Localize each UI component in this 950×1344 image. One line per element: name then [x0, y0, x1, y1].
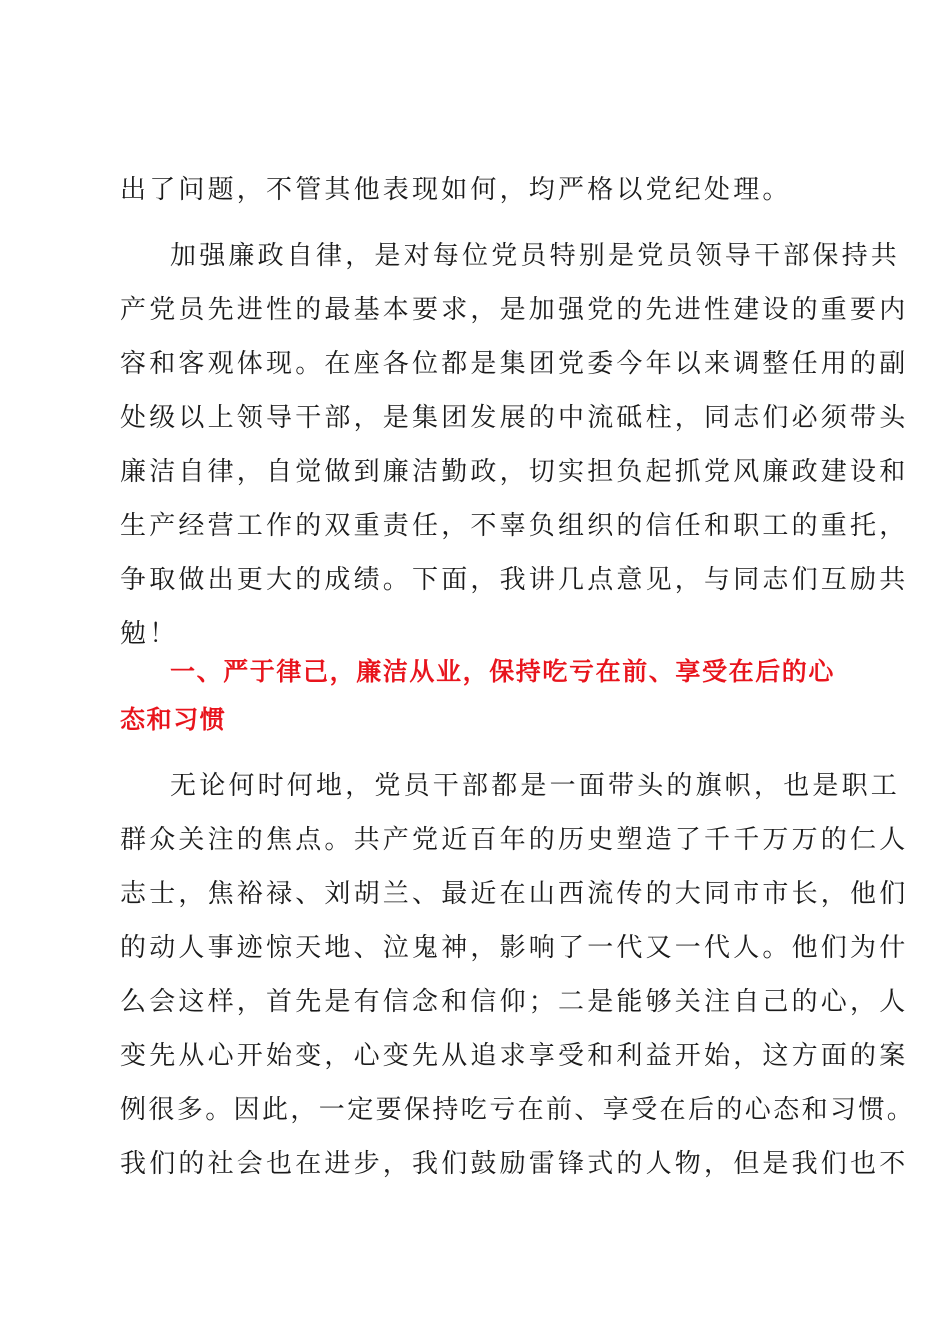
- paragraph-3-line: 例很多。因此，一定要保持吃亏在前、享受在后的心态和习惯。: [120, 1095, 916, 1125]
- paragraph-2-line: 加强廉政自律，是对每位党员特别是党员领导干部保持共: [170, 241, 901, 271]
- paragraph-3-line: 我们的社会也在进步，我们鼓励雷锋式的人物，但是我们也不: [120, 1149, 909, 1179]
- paragraph-3-line: 么会这样，首先是有信念和信仰；二是能够关注自己的心，人: [120, 987, 909, 1017]
- paragraph-3-line: 的动人事迹惊天地、泣鬼神，影响了一代又一代人。他们为什: [120, 933, 909, 963]
- paragraph-2-line: 处级以上领导干部，是集团发展的中流砥柱，同志们必须带头: [120, 403, 909, 433]
- paragraph-3-line: 无论何时何地，党员干部都是一面带头的旗帜，也是职工: [170, 771, 901, 801]
- paragraph-1-line: 出了问题，不管其他表现如何，均严格以党纪处理。: [120, 175, 792, 205]
- paragraph-2-line: 产党员先进性的最基本要求，是加强党的先进性建设的重要内: [120, 295, 909, 325]
- paragraph-2-line: 生产经营工作的双重责任，不辜负组织的信任和职工的重托，: [120, 511, 909, 541]
- paragraph-3-line: 群众关注的焦点。共产党近百年的历史塑造了千千万万的仁人: [120, 825, 909, 855]
- paragraph-3-line: 变先从心开始变，心变先从追求享受和利益开始，这方面的案: [120, 1041, 909, 1071]
- paragraph-2-line: 争取做出更大的成绩。下面，我讲几点意见，与同志们互励共: [120, 565, 909, 595]
- paragraph-3-line: 志士，焦裕禄、刘胡兰、最近在山西流传的大同市市长，他们: [120, 879, 909, 909]
- paragraph-2-line: 廉洁自律，自觉做到廉洁勤政，切实担负起抓党风廉政建设和: [120, 457, 909, 487]
- paragraph-2-line: 容和客观体现。在座各位都是集团党委今年以来调整任用的副: [120, 349, 909, 379]
- section-heading-line: 一、严于律己，廉洁从业，保持吃亏在前、享受在后的心: [170, 657, 836, 686]
- paragraph-2-line: 勉！: [120, 619, 179, 649]
- section-heading-line: 态和习惯: [120, 705, 227, 734]
